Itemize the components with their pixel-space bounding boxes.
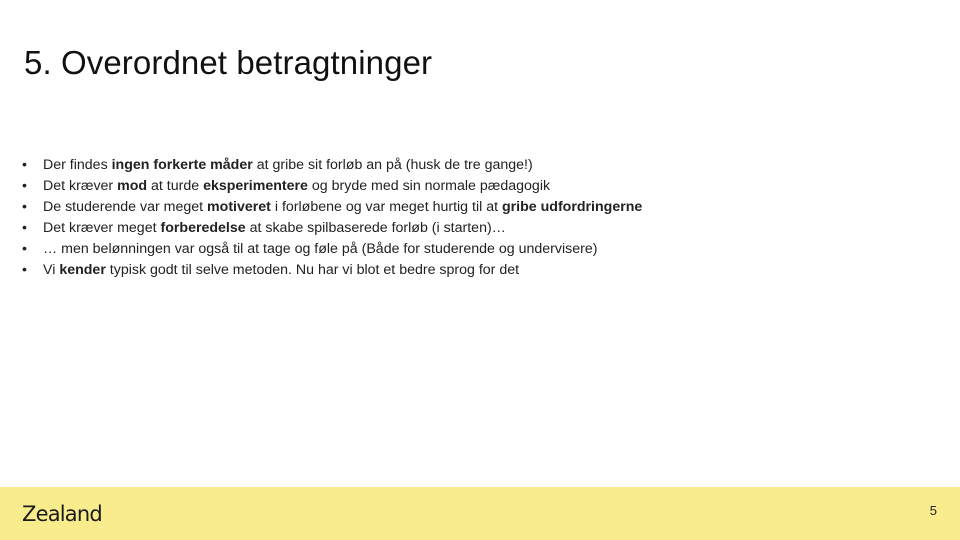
bullet-marker: • xyxy=(22,199,27,215)
bullet-marker: • xyxy=(22,178,27,194)
bullet-text-segment: at gribe sit forløb an på (husk de tre gange!) xyxy=(252,157,533,173)
bullet-text-segment: typisk godt til selve metoden. Nu har vi blot et bedre sprog for det xyxy=(105,262,520,278)
bullet-marker: • xyxy=(22,220,27,236)
bullet-text-segment: … men belønningen var også til at tage og føle på (Både for studerende og undervisere) xyxy=(43,241,598,257)
bullet-text xyxy=(43,218,506,239)
bullet-item xyxy=(22,260,642,281)
bullet-text xyxy=(43,260,519,281)
bullet-emphasis: mod xyxy=(117,178,148,194)
bullet-text xyxy=(43,176,550,197)
bullet-text-segment: i forløbene og var meget hurtig til at xyxy=(270,199,502,215)
bullet-text-segment: Der findes xyxy=(43,157,112,173)
bullet-text xyxy=(43,239,597,260)
bullet-text xyxy=(43,155,533,176)
bullet-text xyxy=(43,197,642,218)
bullet-text-segment: Det kræver xyxy=(43,178,118,194)
bullet-item xyxy=(22,176,642,197)
bullet-marker: • xyxy=(22,157,27,173)
bullet-item xyxy=(22,218,642,239)
bullet-item xyxy=(22,239,642,260)
bullet-emphasis: gribe udfordringerne xyxy=(501,199,643,215)
bullet-text-segment: Det kræver meget xyxy=(43,220,161,236)
bullet-emphasis: forberedelse xyxy=(160,220,246,236)
zealand-logo: Zealand xyxy=(22,502,102,526)
bullet-emphasis: ingen forkerte måder xyxy=(111,157,253,173)
bullet-item xyxy=(22,197,642,218)
slide-title: 5. Overordnet betragtninger xyxy=(24,44,433,81)
bullet-emphasis: motiveret xyxy=(207,199,271,215)
bullet-text-segment: at turde xyxy=(147,178,204,194)
bullet-list xyxy=(22,155,642,281)
bullet-marker: • xyxy=(22,262,27,278)
bullet-item xyxy=(22,155,642,176)
bullet-text-segment: og bryde med sin normale pædagogik xyxy=(307,178,551,194)
bullet-marker: • xyxy=(22,241,27,257)
bullet-emphasis: eksperimentere xyxy=(203,178,308,194)
bullet-text-segment: De studerende var meget xyxy=(43,199,208,215)
page-number: 5 xyxy=(929,503,937,518)
bullet-emphasis: kender xyxy=(59,262,106,278)
footer-bar xyxy=(0,487,960,540)
bullet-text-segment: at skabe spilbaserede forløb (i starten)… xyxy=(245,220,506,236)
bullet-text-segment: Vi xyxy=(43,262,60,278)
